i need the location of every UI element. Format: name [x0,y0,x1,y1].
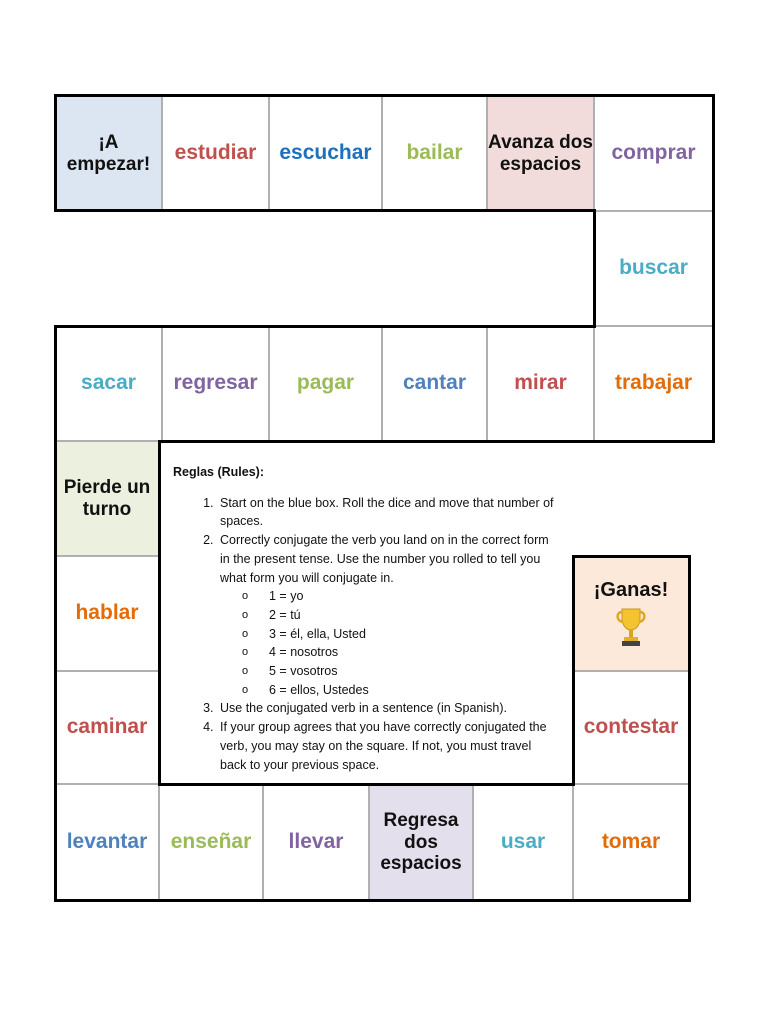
outline-top [54,94,715,97]
space-ensenar: enseñar [159,784,263,901]
space-usar: usar [473,784,573,901]
outline-right-main [712,94,715,443]
space-estudiar: estudiar [162,96,269,211]
space-escuchar: escuchar [269,96,382,211]
rule-step-3: 3. Use the conjugated verb in a sentence (in Spanish). [217,699,561,718]
outline-row1-left [54,94,57,212]
space-comprar: comprar [594,96,713,211]
outline-bottom [54,899,691,902]
form-item: o 6 = ellos, Ustedes [266,681,561,700]
space-cantar: cantar [382,326,487,441]
space-sacar: sacar [55,326,162,441]
space-pagar: pagar [269,326,382,441]
form-item: o 4 = nosotros [266,643,561,662]
space-tomar: tomar [573,784,689,901]
rules-panel [159,441,573,784]
space-regresar: regresar [162,326,269,441]
outline-rules-left [158,440,161,786]
rule-step-4: 4. If your group agrees that you have correctly conjugated the verb, you may stay on the square. If not, you must travel back to your previous space. [217,718,561,774]
rules-steps [173,494,561,775]
outline-right-lower [688,555,691,902]
outline-row3-bottom [158,440,715,443]
form-item: o 5 = vosotros [266,662,561,681]
space-llevar: llevar [263,784,369,901]
space-caminar: caminar [55,671,159,784]
outline-row1-bottom [54,209,595,212]
outline-left-main [54,325,57,902]
form-item: o 1 = yo [266,587,561,606]
form-item: o 2 = tú [266,606,561,625]
outline-row3-top [54,325,596,328]
space-buscar: buscar [594,211,713,326]
win-label: ¡Ganas! [593,579,669,601]
space-bailar: bailar [382,96,487,211]
space-trabajar: trabajar [594,326,713,441]
outline-rules-right [572,555,575,786]
space-hablar: hablar [55,556,159,671]
space-mirar: mirar [487,326,594,441]
space-contestar: contestar [573,671,689,784]
form-item: o 3 = él, ella, Usted [266,625,561,644]
outline-connector-left [593,209,596,327]
advance-space: Avanza dos espacios [487,96,594,211]
win-space [573,556,689,671]
lose-turn-space: Pierde un turno [55,441,159,556]
space-levantar: levantar [55,784,159,901]
rule-step-2: 2. Correctly conjugate the verb you land on in the correct form in the present tense. Use the number you rolled to tell you what form you will conjugate in. o 1 = yo o 2 = tú o 3 = él, ella, Usted o 4 = nosotros o 5 = vosotros o 6 = ellos, Ustedes [217,531,561,699]
outline-rules-bottom [158,783,575,786]
rules-title: Reglas (Rules): [173,465,264,479]
back-space: Regresa dos espacios [369,784,473,901]
rule-step-1: 1. Start on the blue box. Roll the dice and move that number of spaces. [217,494,561,531]
start-space: ¡A empezar! [55,96,162,211]
conjugation-forms [220,587,561,699]
trophy-icon [614,606,648,648]
outline-win-top [572,555,691,558]
